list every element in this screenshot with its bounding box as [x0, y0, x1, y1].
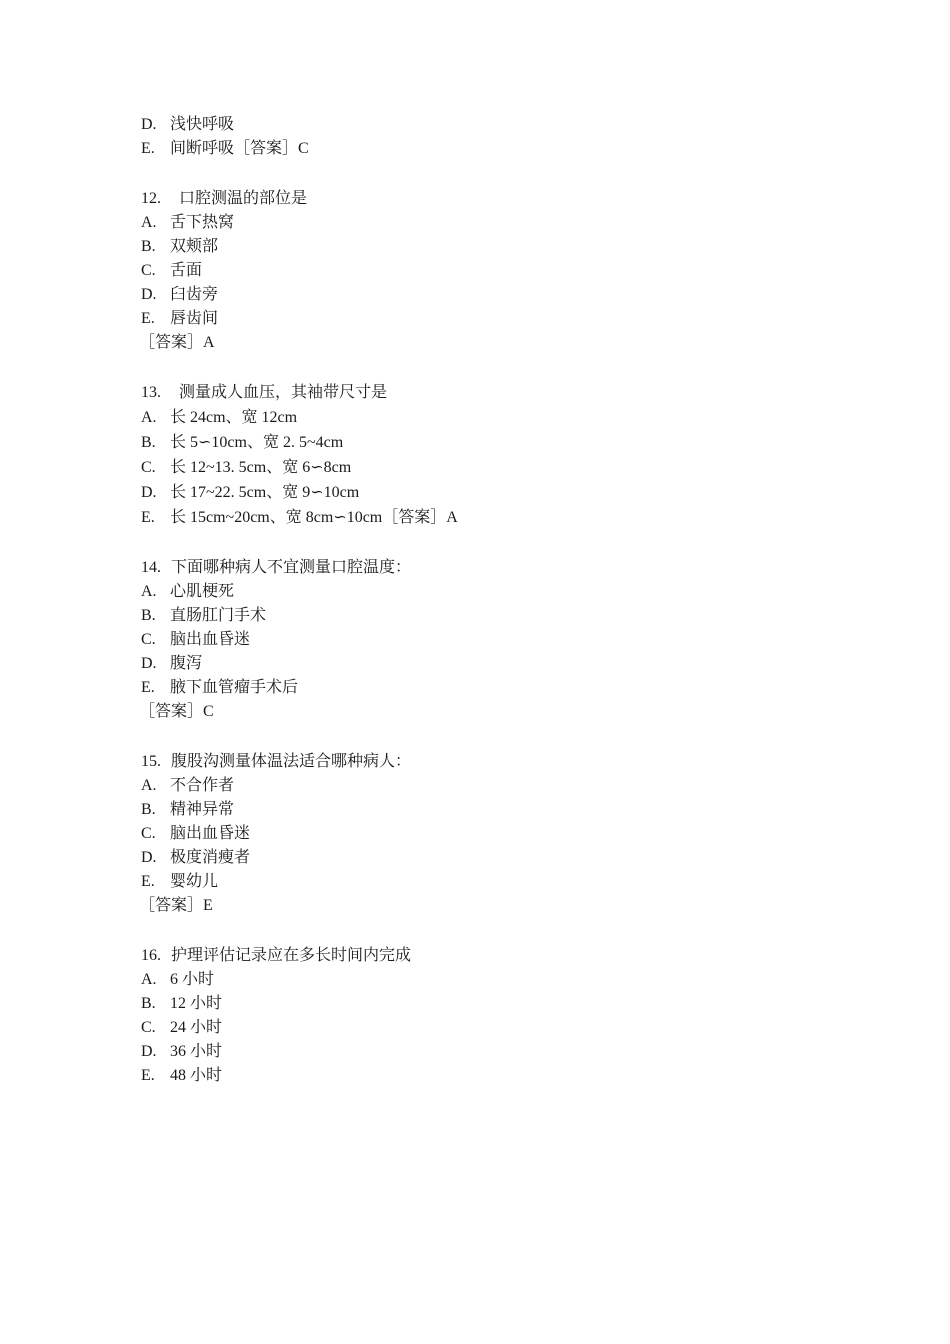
option-b: B. 双颊部: [141, 238, 219, 255]
question-stem: 12. 口腔测温的部位是: [141, 190, 308, 207]
option-b: B. 精神异常: [141, 801, 235, 818]
option-d: D. 腹泻: [141, 655, 203, 672]
option-e: E. 婴幼儿: [141, 873, 219, 890]
option-e: E. 间断呼吸［答案］C: [141, 140, 309, 157]
question-list: [141, 113, 841, 1088]
option-d: D. 极度消瘦者: [141, 849, 251, 866]
option-b: B. 12 小时: [141, 995, 223, 1012]
option-c: C. 脑出血昏迷: [141, 825, 251, 842]
answer-line: ［答案］E: [139, 897, 213, 914]
question-15: [141, 750, 841, 918]
option-d: D. 长 17~22. 5cm、宽 9∽10cm: [141, 484, 360, 501]
option-e: E. 腋下血管瘤手术后: [141, 679, 299, 696]
option-d: D. 36 小时: [141, 1043, 223, 1060]
continued-question: [141, 113, 841, 161]
question-stem: 14. 下面哪种病人不宜测量口腔温度：: [141, 559, 412, 576]
question-stem: 15. 腹股沟测量体温法适合哪种病人：: [141, 753, 412, 770]
option-c: C. 长 12~13. 5cm、宽 6∽8cm: [141, 459, 352, 476]
option-a: A. 长 24cm、宽 12cm: [141, 409, 298, 426]
answer-line: ［答案］C: [139, 703, 214, 720]
question-14: [141, 556, 841, 724]
option-b: B. 长 5∽10cm、宽 2. 5~4cm: [141, 434, 344, 451]
option-d: D. 臼齿旁: [141, 286, 219, 303]
option-c: C. 24 小时: [141, 1019, 223, 1036]
question-13: [141, 381, 841, 530]
question-16: [141, 944, 841, 1088]
option-a: A. 不合作者: [141, 777, 235, 794]
option-b: B. 直肠肛门手术: [141, 607, 267, 624]
question-12: [141, 187, 841, 355]
option-e: E. 48 小时: [141, 1067, 223, 1084]
option-a: A. 6 小时: [141, 971, 215, 988]
option-a: A. 舌下热窝: [141, 214, 235, 231]
question-stem: 16. 护理评估记录应在多长时间内完成: [141, 947, 412, 964]
answer-line: ［答案］A: [139, 334, 215, 351]
option-c: C. 舌面: [141, 262, 203, 279]
question-stem: 13. 测量成人血压，其袖带尺寸是: [141, 384, 388, 401]
option-c: C. 脑出血昏迷: [141, 631, 251, 648]
option-a: A. 心肌梗死: [141, 583, 235, 600]
option-e: E. 长 15cm~20cm、宽 8cm∽10cm［答案］A: [141, 509, 458, 526]
option-e: E. 唇齿间: [141, 310, 219, 327]
option-d: D. 浅快呼吸: [141, 116, 235, 133]
